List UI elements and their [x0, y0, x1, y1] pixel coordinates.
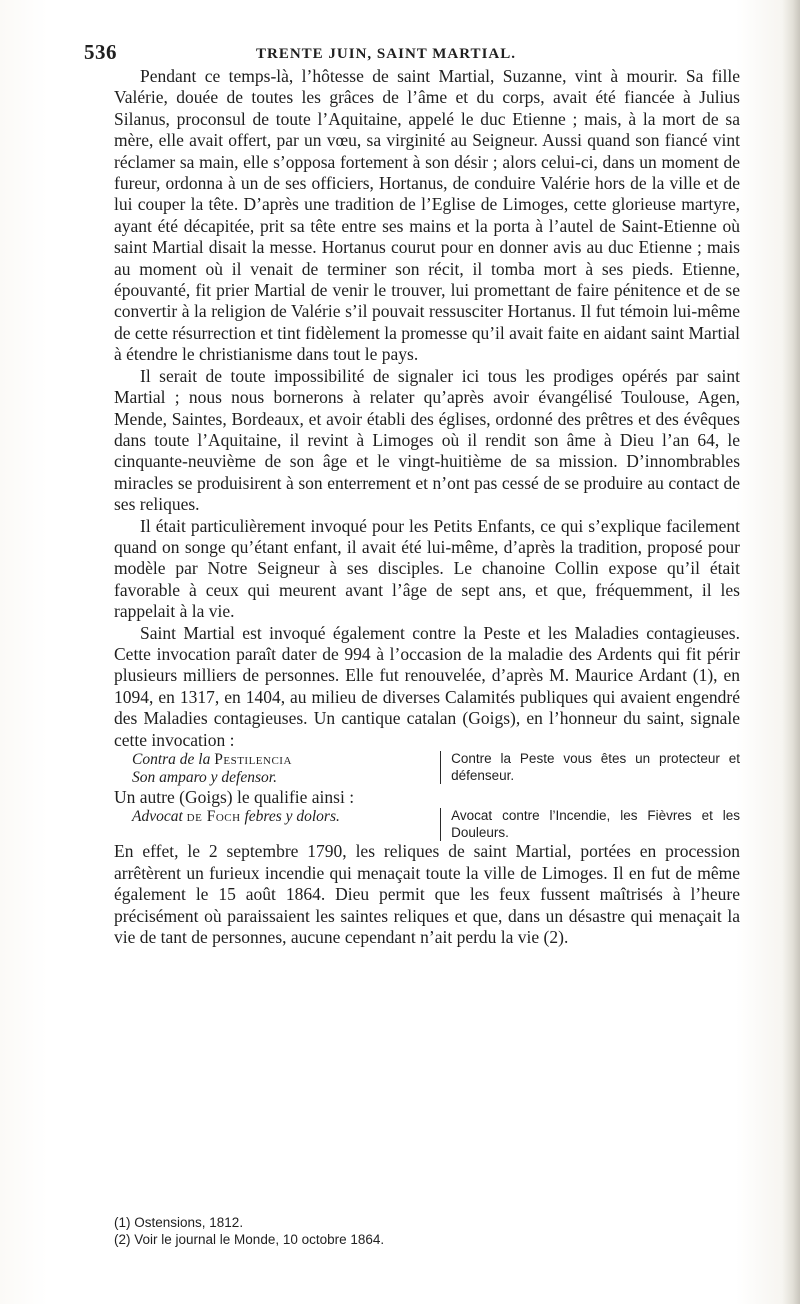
quote-block-2: [114, 808, 740, 841]
paragraph-4: Saint Martial est invoqué également contre la Peste et les Maladies contagieuses. Cette invocation paraît dater de 994 à l’occasion de la maladie des Ardents qui fit périr plusieurs milliers de personnes. Elle fut renouvelée, d’après M. Maurice Ardant (1), en 1094, en 1317, en 1404, au milieu de diverses Calamités publiques qui avaient engendré des Maladies contagieuses. Un cantique catalan (Goigs), en l’honneur du saint, signale cette invocation :: [114, 622, 740, 750]
paragraph-3: Il était particulièrement invoqué pour les Petits Enfants, ce qui s’explique facilement quand on songe qu’étant enfant, il avait été lui-même, d’après la tradition, proposé pour modèle par Notre Seigneur à ses disciples. Le chanoine Collin expose qu’il était favorable à ceux qui meurent avant l’âge de sept ans, et que, fréquemment, il les rappelait à la vie.: [114, 515, 740, 622]
page-number: 536: [84, 40, 117, 64]
footnote-2: (2) Voir le journal le Monde, 10 octobre 1864.: [114, 1232, 385, 1247]
quote-1-original-part-a: Contra de la: [132, 751, 215, 768]
quote-2-original-part-a: Advocat: [132, 808, 187, 826]
quote-2-translation: Avocat contre l’Incendie, les Fièvres et les Douleurs.: [440, 808, 740, 841]
quote-block-1: [114, 751, 740, 787]
footnote-1: (1) Ostensions, 1812.: [114, 1215, 244, 1230]
paragraph-2: Il serait de toute impossibilité de signaler ici tous les prodiges opérés par saint Martial ; nous nous bornerons à relater qu’après avoir évangélisé Toulouse, Agen, Mende, Saintes, Bordeaux, et avoir établi des églises, ordonné des prêtres et des évêques dans toute l’Aquitaine, il revint à Limoges où il rendit son âme à Dieu l’an 64, le cinquante-neuvième de son âge et le vingt-huitième de sa mission. D’innombrables miracles se produisirent à son enterrement et n’ont pas cessé de se produire au contact de ses reliques.: [114, 365, 740, 515]
quote-1-original-smallcaps: Pestilencia: [214, 751, 292, 768]
quote-1-original: [114, 751, 440, 787]
quote-1-original-line-2: Son amparo y defensor.: [132, 769, 277, 786]
quote-1-translation: Contre la Peste vous êtes un protecteur et défenseur.: [440, 751, 740, 784]
paragraph-6: En effet, le 2 septembre 1790, les reliques de saint Martial, portées en procession arrêtèrent un furieux incendie qui menaçait toute la ville de Limoges. Il en fut de même également le 15 août 1864. Dieu permit que les feux fussent maîtrisés à l’heure précisément où paraissaient les saintes reliques et que, dans un désastre qui menaçait la vie de tant de personnes, aucune cependant n’ait perdu la vie (2).: [114, 841, 740, 948]
body-text: [114, 66, 740, 948]
quote-2-original: [114, 808, 440, 826]
page-edge-shadow: [782, 0, 800, 1304]
footnotes: [114, 1214, 714, 1248]
quote-2-original-smallcaps: de Foch: [186, 808, 241, 826]
quote-2-original-part-b: febres y dolors.: [240, 808, 340, 826]
paragraph-5: Un autre (Goigs) le qualifie ainsi :: [114, 787, 355, 807]
paragraph-1: Pendant ce temps-là, l’hôtesse de saint Martial, Suzanne, vint à mourir. Sa fille Valérie, douée de toutes les grâces de l’âme et du corps, avait été fiancée à Julius Silanus, proconsul de toute l’Aquitaine, appelé le duc Etienne ; mais, à la mort de sa mère, elle avait offert, par un vœu, sa virginité au Seigneur. Aussi quand son fiancé vint réclamer sa main, elle s’opposa fortement à son désir ; alors celui-ci, dans un moment de fureur, ordonna à un de ses officiers, Hortanus, de conduire Valérie hors de la ville et de lui couper la tête. D’après une tradition de l’Eglise de Limoges, cette glorieuse martyre, ayant été décapitée, prit sa tête entre ses mains et la porta à l’autel de Saint-Etienne où saint Martial disait la messe. Hortanus courut pour en donner avis au duc Etienne ; mais au moment où il venait de terminer son récit, il tomba mort à ses pieds. Etienne, épouvanté, fit prier Martial de venir le trouver, lui promettant de faire pénitence et de se convertir à la religion de Valérie s’il pouvait ressusciter Hortanus. Il fut témoin lui-même de cette résurrection et tint fidèlement la promesse qu’il avait faite en aidant saint Martial à étendre le christianisme dans tout le pays.: [114, 66, 740, 365]
running-title: TRENTE JUIN, SAINT MARTIAL.: [256, 46, 516, 62]
